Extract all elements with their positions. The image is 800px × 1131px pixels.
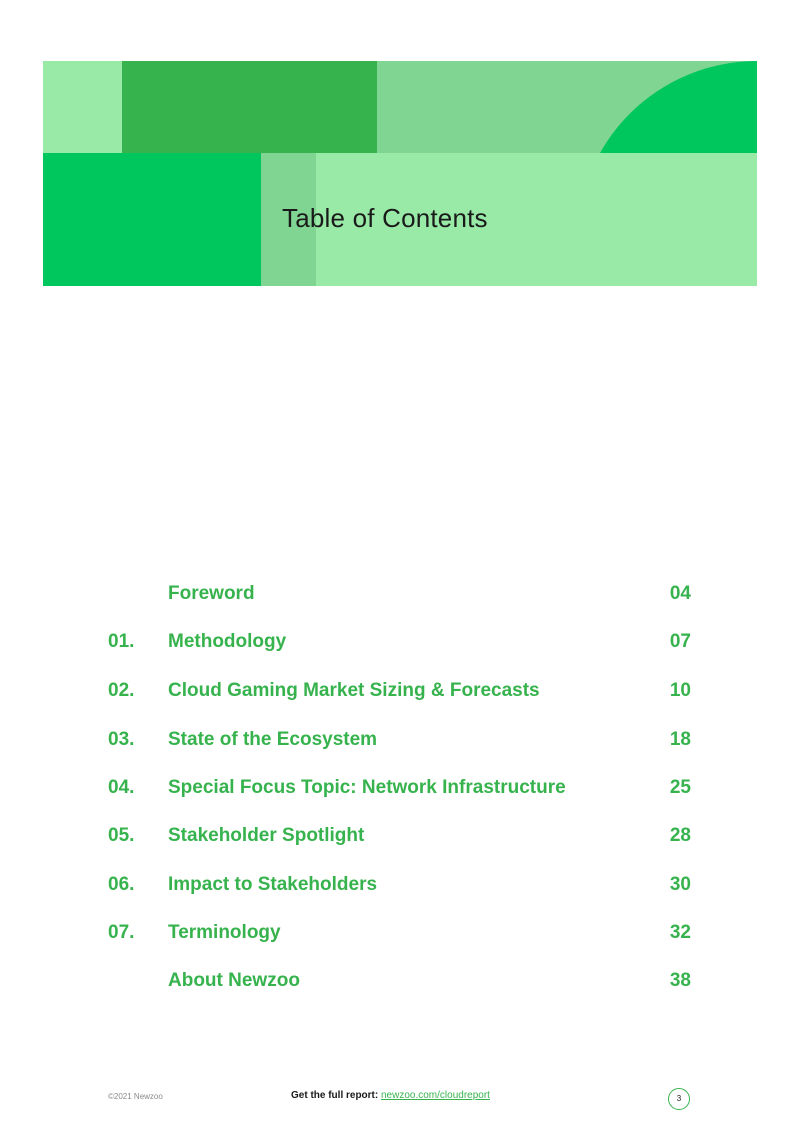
toc-label: State of the Ecosystem (168, 729, 378, 750)
toc-page: 28 (669, 825, 691, 846)
banner-block (43, 61, 122, 153)
toc-number: 01. (108, 631, 135, 652)
toc-entry[interactable] (0, 874, 800, 906)
page-footer (0, 1088, 800, 1112)
toc-label: Special Focus Topic: Network Infrastructure (168, 777, 566, 798)
toc-entry[interactable] (0, 631, 800, 663)
toc-page: 30 (669, 874, 691, 895)
toc-number: 07. (108, 922, 135, 943)
toc-entry[interactable] (0, 970, 800, 1002)
report-link[interactable]: newzoo.com/cloudreport (381, 1090, 490, 1101)
toc-page: 32 (669, 922, 691, 943)
toc-entry[interactable] (0, 583, 800, 615)
report-cta (291, 1090, 490, 1101)
toc-page: 07 (669, 631, 691, 652)
toc-page: 38 (669, 970, 691, 991)
cta-text: Get the full report: (291, 1090, 381, 1101)
toc-entry[interactable] (0, 777, 800, 809)
toc-page: 18 (669, 729, 691, 750)
banner-block (122, 61, 377, 153)
toc-page: 25 (669, 777, 691, 798)
toc-label: Terminology (168, 922, 281, 943)
toc-page: 04 (669, 583, 691, 604)
copyright: ©2021 Newzoo (108, 1092, 163, 1101)
toc-number: 05. (108, 825, 135, 846)
toc-label: Methodology (168, 631, 287, 652)
toc-entry[interactable] (0, 729, 800, 761)
toc-label: Impact to Stakeholders (168, 874, 378, 895)
toc-entry[interactable] (0, 680, 800, 712)
toc-label: About Newzoo (168, 970, 300, 991)
header-banner (43, 61, 757, 286)
toc-entry[interactable] (0, 922, 800, 954)
toc-label: Cloud Gaming Market Sizing & Forecasts (168, 680, 540, 701)
page-title: Table of Contents (282, 203, 488, 233)
toc-page: 10 (669, 680, 691, 701)
toc-number: 04. (108, 777, 135, 798)
toc-label: Foreword (168, 583, 255, 604)
toc-number: 06. (108, 874, 135, 895)
toc-number: 02. (108, 680, 135, 701)
toc-number: 03. (108, 729, 135, 750)
toc-label: Stakeholder Spotlight (168, 825, 365, 846)
banner-block (43, 153, 261, 286)
toc-entry[interactable] (0, 825, 800, 857)
page-number: 3 (668, 1088, 690, 1110)
